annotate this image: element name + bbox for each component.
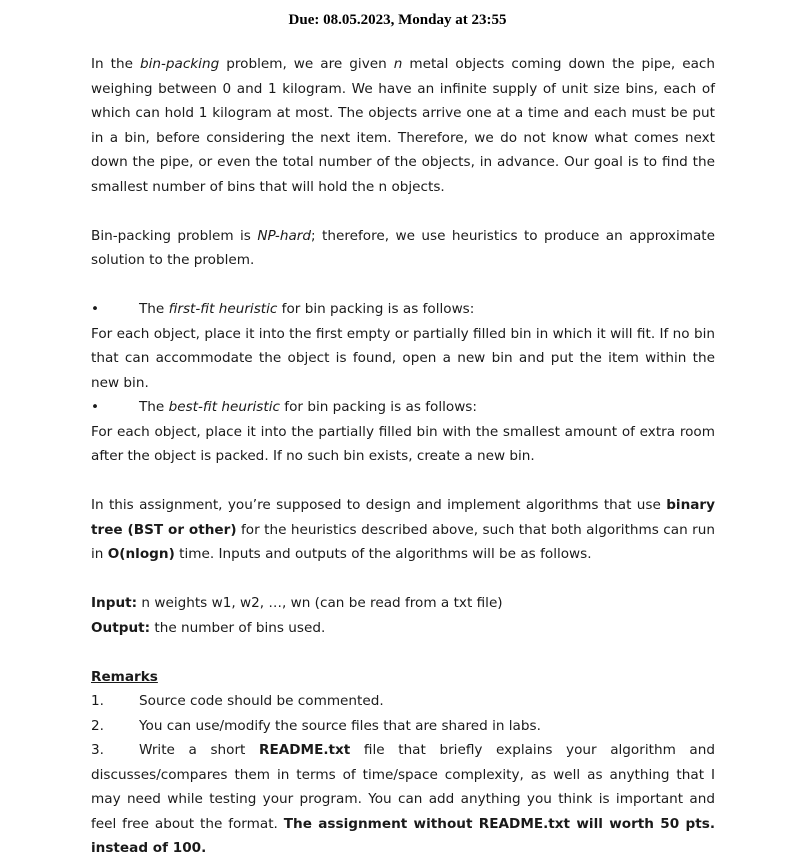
remark-number: 1. bbox=[91, 693, 104, 709]
remark-text: Source code should be commented. bbox=[139, 693, 384, 709]
first-fit-text-2: for bin packing is as follows: bbox=[277, 301, 475, 317]
input-line bbox=[91, 591, 715, 616]
intro-text-1: In the bbox=[91, 56, 140, 72]
intro-text-3: metal objects coming down the pipe, each weighing between 0 and 1 kilogram. We have an infinite supply of unit size bins, each of which can hold 1 kilogram at most. The objects arrive one at a time and each must be put in a bin, before considering the next item. Therefore, we do not know what comes next down the pipe, or even the total number of the objects, in advance. Our goal is to find the smallest number of bins that will hold the n objects. bbox=[91, 56, 715, 195]
assignment-paragraph bbox=[91, 493, 715, 567]
best-fit-term: best-fit heuristic bbox=[168, 399, 280, 415]
complexity-term: O(nlogn) bbox=[107, 546, 175, 562]
due-date-heading: Due: 08.05.2023, Monday at 23:55 bbox=[288, 12, 507, 28]
remark-item-readme bbox=[91, 738, 715, 861]
input-label: Input: bbox=[91, 595, 138, 611]
readme-file-term: README.txt bbox=[259, 742, 351, 758]
first-fit-bullet bbox=[91, 297, 715, 322]
input-text: n weights w1, w2, …, wn (can be read from a txt file) bbox=[137, 595, 503, 611]
assignment-text-3: time. Inputs and outputs of the algorithms will be as follows. bbox=[174, 546, 592, 562]
remark-text-1: Write a short bbox=[139, 742, 259, 758]
best-fit-description: For each object, place it into the partially filled bin with the smallest amount of extra room after the object is packed. If no such bin exists, create a new bin. bbox=[91, 423, 715, 464]
bin-packing-term: bin-packing bbox=[139, 56, 220, 72]
assignment-body bbox=[91, 52, 715, 861]
remark-text-2: file that briefly explains your algorithm and discusses/compares them in terms of time/space complexity, as well as anything that I may need while testing your program. You can add anything you think is important and feel free about the format. bbox=[91, 742, 715, 832]
remark-item bbox=[91, 689, 715, 714]
remark-number: 2. bbox=[91, 717, 104, 734]
intro-text-2: problem, we are given bbox=[219, 56, 394, 72]
bullet-icon: • bbox=[91, 399, 100, 415]
n-variable: n bbox=[393, 56, 403, 72]
assignment-text-2: for the heuristics described above, such that both algorithms can run in bbox=[91, 521, 715, 562]
assignment-text-1: In this assignment, you’re supposed to design and implement algorithms that use bbox=[91, 497, 667, 513]
np-hard-paragraph bbox=[91, 224, 715, 273]
best-fit-text-2: for bin packing is as follows: bbox=[279, 399, 477, 415]
output-label: Output: bbox=[91, 619, 151, 636]
remark-text: You can use/modify the source files that are shared in labs. bbox=[139, 717, 541, 734]
np-hard-term: NP-hard bbox=[257, 227, 312, 244]
first-fit-term: first-fit heuristic bbox=[168, 301, 278, 317]
np-text-1: Bin-packing problem is bbox=[91, 227, 258, 244]
np-text-2: ; therefore, we use heuristics to produce an approximate solution to the problem. bbox=[91, 227, 715, 268]
bullet-icon: • bbox=[91, 301, 100, 317]
output-text: the number of bins used. bbox=[150, 619, 326, 636]
remark-item bbox=[91, 714, 715, 739]
first-fit-description: For each object, place it into the first empty or partially filled bin in which it will fit. If no bin that can accommodate the object is found, open a new bin and put the item within the new bin. bbox=[91, 325, 715, 391]
readme-warning: The assignment without README.txt will worth 50 pts. instead of 100. bbox=[91, 815, 715, 856]
output-line bbox=[91, 616, 715, 641]
best-fit-text-1: The bbox=[139, 399, 169, 415]
remark-number: 3. bbox=[91, 742, 104, 758]
remarks-heading: Remarks bbox=[91, 668, 158, 685]
binary-tree-term: binary tree (BST or other) bbox=[91, 497, 715, 538]
best-fit-bullet bbox=[91, 395, 715, 420]
first-fit-text-1: The bbox=[139, 301, 169, 317]
intro-paragraph bbox=[91, 52, 715, 199]
